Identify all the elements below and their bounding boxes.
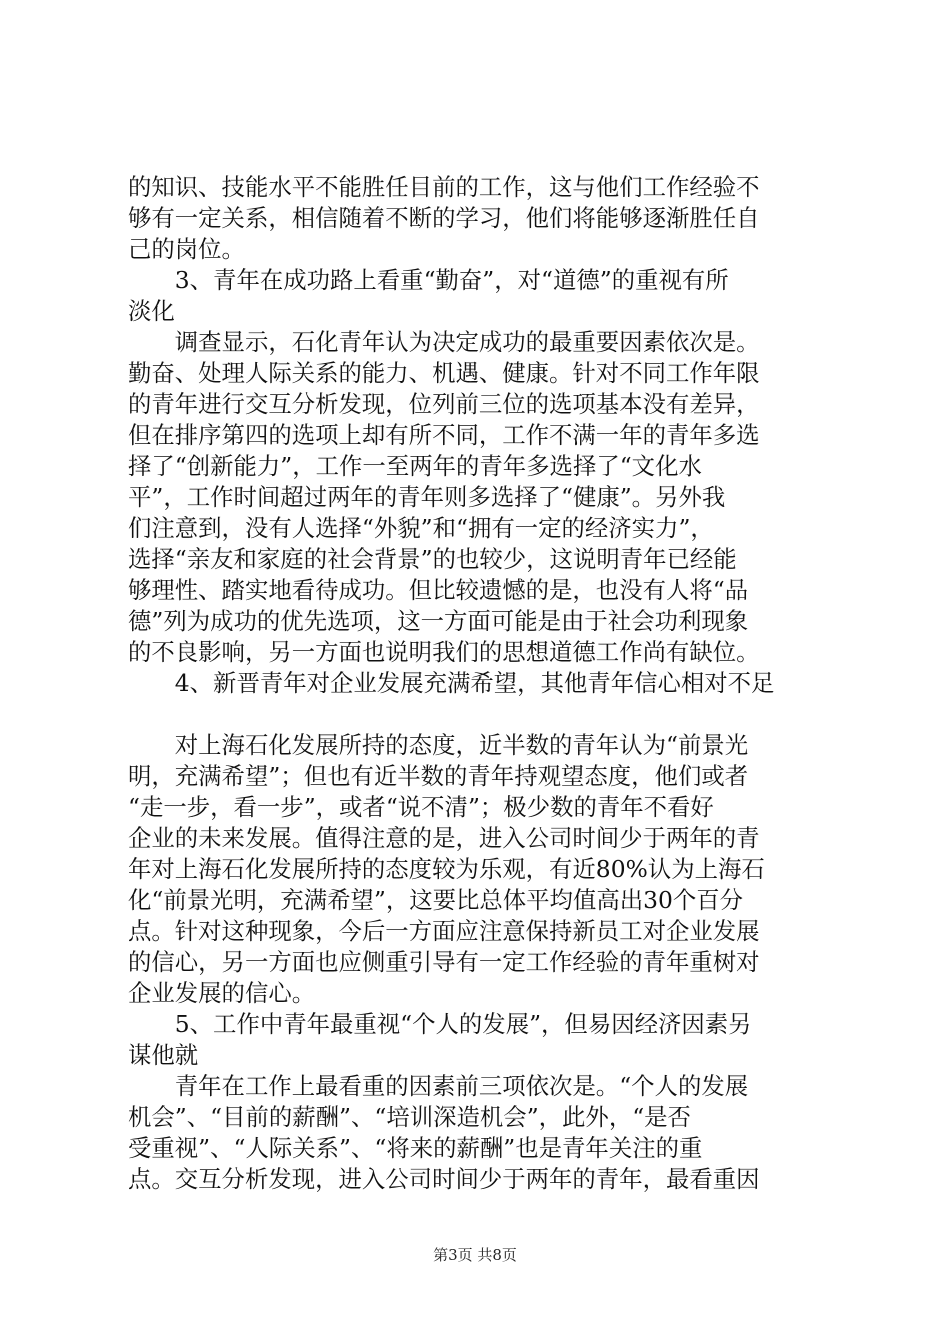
text-line: 够有一定关系，相信随着不断的学习，他们将能够逐渐胜任自	[128, 204, 760, 232]
text-line: 的信心，另一方面也应侧重引导有一定工作经验的青年重树对	[128, 948, 760, 976]
document-body	[128, 172, 828, 1195]
text-line: 点。交互分析发现，进入公司时间少于两年的青年，最看重因	[128, 1165, 760, 1193]
text-line: 企业的未来发展。值得注意的是，进入公司时间少于两年的青	[128, 824, 760, 852]
text-line: 选择“亲友和家庭的社会背景”的也较少，这说明青年已经能	[128, 545, 737, 573]
text-line: 择了“创新能力”，工作一至两年的青年多选择了“文化水	[128, 452, 702, 480]
section-heading-5-cont: 谋他就	[128, 1041, 199, 1069]
page-number-footer: 第3页 共8页	[433, 1246, 517, 1264]
text-line: 平”，工作时间超过两年的青年则多选择了“健康”。另外我	[128, 483, 726, 511]
text-line: 但在排序第四的选项上却有所不同，工作不满一年的青年多选	[128, 421, 760, 449]
text-line: 己的岗位。	[128, 235, 245, 263]
text-line: 受重视”、“人际关系”、“将来的薪酬”也是青年关注的重	[128, 1134, 703, 1162]
text-line: 调查显示，石化青年认为决定成功的最重要因素依次是。	[128, 328, 760, 356]
text-line: “走一步，看一步”，或者“说不清”；极少数的青年不看好	[128, 793, 714, 821]
section-heading-3-cont: 淡化	[128, 297, 175, 325]
section-heading-3: 3、青年在成功路上看重“勤奋”，对“道德”的重视有所	[128, 266, 729, 294]
text-line: 青年在工作上最看重的因素前三项依次是。“个人的发展	[128, 1072, 749, 1100]
text-line: 企业发展的信心。	[128, 979, 316, 1007]
text-line: 明，充满希望”；但也有近半数的青年持观望态度，他们或者	[128, 762, 749, 790]
text-line: 德”列为成功的优先选项，这一方面可能是由于社会功利现象	[128, 607, 749, 635]
text-line: 够理性、踏实地看待成功。但比较遗憾的是，也没有人将“品	[128, 576, 749, 604]
section-heading-5: 5、工作中青年最重视“个人的发展”，但易因经济因素另	[128, 1010, 752, 1038]
text-line: 化“前景光明，充满希望”，这要比总体平均值高出30个百分	[128, 886, 744, 914]
text-line: 点。针对这种现象，今后一方面应注意保持新员工对企业发展	[128, 917, 760, 945]
text-line: 勤奋、处理人际关系的能力、机遇、健康。针对不同工作年限	[128, 359, 760, 387]
text-line: 的知识、技能水平不能胜任目前的工作，这与他们工作经验不	[128, 173, 760, 201]
text-line: 年对上海石化发展所持的态度较为乐观，有近80%认为上海石	[128, 855, 765, 883]
text-line: 们注意到，没有人选择“外貌”和“拥有一定的经济实力”，	[128, 514, 714, 542]
section-heading-4: 4、新晋青年对企业发展充满希望，其他青年信心相对不足	[128, 669, 775, 697]
text-line: 的青年进行交互分析发现，位列前三位的选项基本没有差异，	[128, 390, 760, 418]
text-line: 的不良影响，另一方面也说明我们的思想道德工作尚有缺位。	[128, 638, 760, 666]
text-line: 机会”、“目前的薪酬”、“培训深造机会”，此外，“是否	[128, 1103, 691, 1131]
text-line: 对上海石化发展所持的态度，近半数的青年认为“前景光	[128, 731, 749, 759]
blank-line	[128, 699, 828, 730]
